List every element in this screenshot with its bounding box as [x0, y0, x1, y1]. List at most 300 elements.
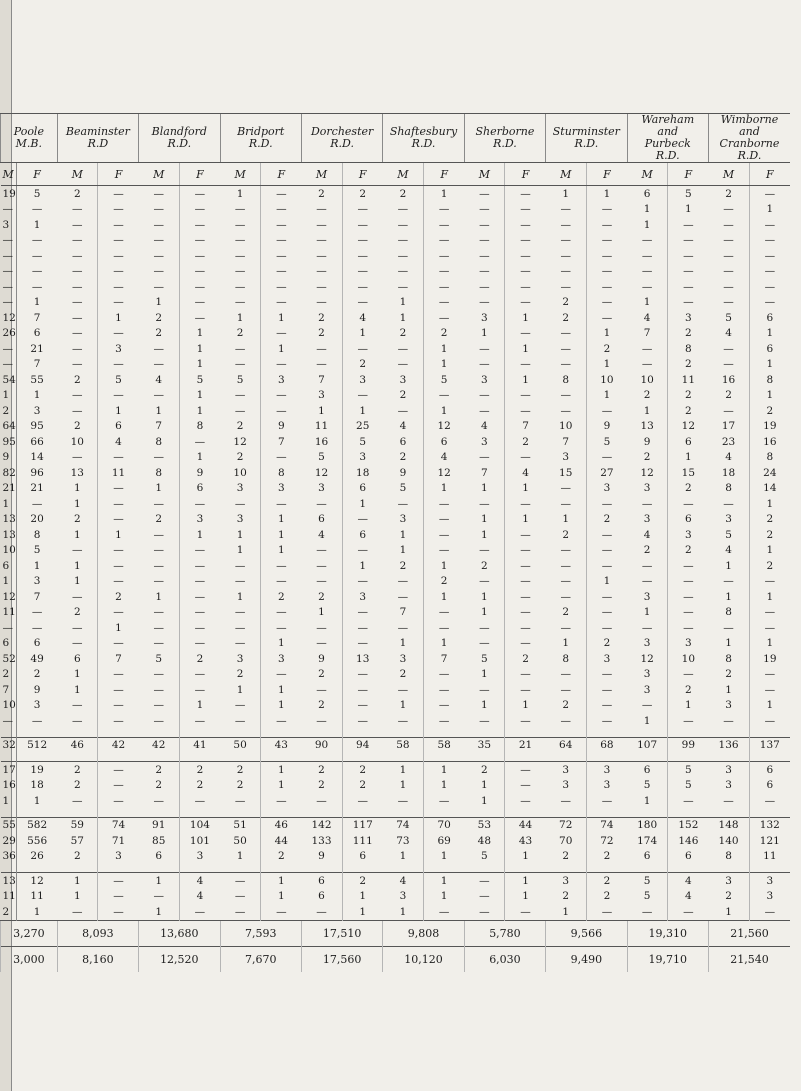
- sex-label: F: [98, 163, 139, 186]
- data-cell: 2: [342, 357, 383, 373]
- row-key-cell: —: [1, 620, 17, 636]
- data-cell: 8: [155, 466, 163, 479]
- data-cell: —: [98, 558, 139, 574]
- data-cell: —: [479, 404, 490, 417]
- data-cell: 1: [261, 762, 302, 778]
- data-cell: —: [261, 605, 302, 621]
- data-cell: —: [98, 279, 139, 295]
- data-cell: 2: [668, 388, 709, 404]
- data-cell: —: [316, 358, 327, 371]
- data-cell: —: [586, 620, 627, 636]
- data-cell: —: [261, 793, 302, 809]
- data-cell: 10: [668, 651, 709, 667]
- data-cell: 1: [73, 890, 81, 903]
- data-cell: —: [505, 248, 546, 264]
- data-cell: 8: [749, 372, 790, 388]
- data-cell: —: [424, 605, 465, 621]
- data-cell: 1: [179, 357, 220, 373]
- data-cell: —: [505, 713, 546, 729]
- data-cell: 4: [643, 311, 651, 324]
- data-cell: 3: [586, 762, 627, 778]
- data-cell: 1: [562, 637, 570, 650]
- data-cell: —: [179, 682, 220, 698]
- data-cell: 4: [643, 528, 651, 541]
- data-cell: —: [261, 667, 302, 683]
- data-cell: —: [479, 234, 490, 247]
- population-cell: 6,030: [464, 946, 545, 972]
- data-cell: —: [749, 186, 790, 202]
- sex-label: F: [179, 163, 220, 186]
- data-cell: 8: [725, 482, 732, 495]
- data-cell: 1: [17, 217, 58, 233]
- row-key-cell: —: [1, 713, 17, 729]
- data-cell: 1: [383, 762, 424, 778]
- data-cell: 1: [73, 575, 81, 588]
- data-cell: 2: [318, 327, 325, 340]
- data-cell: —: [586, 496, 627, 512]
- data-cell: —: [479, 497, 490, 510]
- sex-label: F: [342, 163, 383, 186]
- data-cell: 53: [464, 817, 505, 833]
- data-cell: 1: [236, 850, 244, 863]
- gap-cell: [505, 729, 546, 738]
- gap-cell: [749, 809, 790, 818]
- data-cell: 2: [668, 481, 709, 497]
- data-cell: 1: [424, 403, 465, 419]
- data-cell: 14: [749, 481, 790, 497]
- data-cell: 48: [477, 834, 492, 847]
- data-cell: —: [72, 621, 83, 634]
- table-row: [1, 512, 791, 528]
- data-cell: 2: [586, 636, 627, 652]
- data-cell: 5: [179, 372, 220, 388]
- data-cell: —: [668, 620, 709, 636]
- data-cell: 7: [17, 310, 58, 326]
- sex-label: F: [505, 163, 546, 186]
- data-cell: 2: [480, 559, 488, 572]
- data-cell: —: [505, 217, 546, 233]
- table-row: [1, 817, 791, 833]
- gap-cell: [586, 864, 627, 873]
- population-cell: 3,270: [1, 920, 58, 946]
- data-cell: —: [505, 403, 546, 419]
- data-cell: 2: [98, 589, 139, 605]
- data-cell: —: [98, 574, 139, 590]
- data-cell: 1: [342, 889, 383, 905]
- gap-cell: [668, 753, 709, 762]
- data-cell: 1: [562, 513, 570, 526]
- data-cell: —: [153, 218, 164, 231]
- data-cell: 2: [399, 668, 407, 681]
- row-key-cell: —: [1, 341, 17, 357]
- data-cell: 2: [424, 326, 465, 342]
- data-cell: —: [479, 265, 490, 278]
- data-cell: 5: [725, 311, 732, 324]
- data-cell: 3: [562, 779, 570, 792]
- data-cell: 1: [98, 403, 139, 419]
- gap-cell: [586, 809, 627, 818]
- data-cell: —: [179, 713, 220, 729]
- data-cell: 2: [643, 544, 651, 557]
- data-cell: 1: [749, 636, 790, 652]
- data-cell: 3: [480, 311, 488, 324]
- data-cell: —: [479, 544, 490, 557]
- data-cell: 2: [318, 668, 325, 681]
- data-cell: —: [586, 682, 627, 698]
- data-cell: —: [179, 186, 220, 202]
- data-cell: 1: [643, 404, 651, 417]
- district-header: Bridport R.D.: [220, 114, 301, 163]
- data-cell: —: [179, 589, 220, 605]
- data-cell: 1: [236, 311, 244, 324]
- data-cell: 2: [342, 762, 383, 778]
- data-cell: 2: [399, 187, 407, 200]
- data-cell: —: [72, 342, 83, 355]
- data-cell: 2: [179, 778, 220, 794]
- data-cell: 8: [668, 341, 709, 357]
- data-cell: 3: [643, 668, 651, 681]
- data-cell: 1: [261, 682, 302, 698]
- data-cell: —: [560, 714, 571, 727]
- data-cell: —: [749, 682, 790, 698]
- data-cell: 6: [668, 512, 709, 528]
- data-cell: —: [98, 295, 139, 311]
- data-cell: 1: [57, 873, 98, 889]
- data-cell: —: [586, 202, 627, 218]
- data-cell: 6: [424, 434, 465, 450]
- table-row: [1, 357, 791, 373]
- data-cell: 1: [399, 637, 407, 650]
- data-cell: 13: [342, 651, 383, 667]
- data-cell: 2: [236, 420, 244, 433]
- data-cell: 6: [342, 481, 383, 497]
- data-cell: —: [316, 249, 327, 262]
- data-cell: —: [153, 637, 164, 650]
- data-cell: 1: [749, 698, 790, 714]
- data-cell: —: [342, 682, 383, 698]
- data-cell: —: [723, 203, 734, 216]
- gap-cell: [57, 809, 98, 818]
- population-cell: 21,540: [708, 946, 790, 972]
- data-cell: —: [72, 714, 83, 727]
- data-cell: —: [723, 575, 734, 588]
- gap-cell: [749, 753, 790, 762]
- data-cell: —: [234, 280, 246, 293]
- population-cell: 7,670: [220, 946, 301, 972]
- data-cell: 1: [480, 794, 488, 807]
- data-cell: —: [316, 203, 327, 216]
- data-cell: —: [424, 217, 465, 233]
- data-cell: 3: [668, 310, 709, 326]
- data-cell: —: [505, 264, 546, 280]
- data-cell: —: [424, 543, 465, 559]
- data-cell: 5: [627, 873, 668, 889]
- data-cell: —: [342, 605, 383, 621]
- data-cell: 3: [708, 762, 749, 778]
- data-cell: —: [586, 904, 627, 920]
- data-cell: 6: [155, 850, 163, 863]
- gap-cell: [179, 864, 220, 873]
- data-cell: —: [98, 202, 139, 218]
- data-cell: 8: [562, 652, 570, 665]
- data-cell: 1: [399, 311, 407, 324]
- gap-cell: [546, 809, 587, 818]
- data-cell: 2: [586, 512, 627, 528]
- data-cell: —: [316, 296, 327, 309]
- data-cell: —: [98, 904, 139, 920]
- data-cell: —: [749, 248, 790, 264]
- data-cell: 1: [261, 310, 302, 326]
- data-cell: 6: [749, 778, 790, 794]
- gap-cell: [57, 864, 98, 873]
- sex-label: M: [464, 163, 505, 186]
- data-cell: 3: [586, 778, 627, 794]
- data-cell: 27: [586, 465, 627, 481]
- data-cell: —: [560, 280, 571, 293]
- data-cell: 72: [546, 817, 587, 833]
- data-cell: 1: [749, 388, 790, 404]
- table-row: [1, 620, 791, 636]
- data-cell: —: [72, 544, 83, 557]
- data-cell: —: [261, 574, 302, 590]
- data-cell: —: [342, 793, 383, 809]
- data-cell: —: [479, 342, 490, 355]
- data-cell: 1: [342, 403, 383, 419]
- data-cell: 59: [57, 817, 98, 833]
- data-cell: —: [586, 264, 627, 280]
- data-cell: —: [668, 713, 709, 729]
- data-cell: 3: [17, 698, 58, 714]
- gap-cell: [139, 753, 180, 762]
- data-cell: —: [397, 590, 409, 603]
- data-cell: 1: [261, 527, 302, 543]
- data-cell: 11: [668, 372, 709, 388]
- data-cell: 8: [17, 527, 58, 543]
- data-cell: —: [479, 249, 490, 262]
- data-cell: —: [261, 248, 302, 264]
- row-key-cell: 1: [1, 496, 17, 512]
- data-cell: 1: [73, 559, 81, 572]
- district-header: Poole M.B.: [1, 114, 58, 163]
- row-key-cell: 36: [2, 850, 16, 863]
- data-cell: 3: [725, 699, 732, 712]
- gap-cell: [383, 864, 424, 873]
- data-cell: —: [749, 605, 790, 621]
- data-cell: 50: [220, 737, 261, 753]
- table-row: [1, 372, 791, 388]
- data-cell: —: [560, 683, 571, 696]
- data-cell: 3: [261, 651, 302, 667]
- district-header: Sturminster R.D.: [546, 114, 627, 163]
- data-cell: 6: [399, 435, 407, 448]
- row-key-cell: 6: [1, 558, 17, 574]
- data-cell: 2: [73, 513, 81, 526]
- data-cell: 1: [73, 683, 81, 696]
- data-cell: —: [234, 404, 246, 417]
- gap-cell: [627, 753, 668, 762]
- data-cell: —: [505, 543, 546, 559]
- data-cell: 2: [57, 762, 98, 778]
- data-cell: —: [749, 713, 790, 729]
- data-cell: 2: [725, 890, 732, 903]
- data-cell: —: [98, 873, 139, 889]
- data-cell: 1: [399, 528, 407, 541]
- population-cell: 19,310: [627, 920, 708, 946]
- data-cell: —: [234, 575, 246, 588]
- data-cell: 6: [318, 513, 325, 526]
- data-cell: —: [179, 574, 220, 590]
- data-cell: —: [505, 620, 546, 636]
- data-cell: —: [723, 404, 734, 417]
- data-cell: 1: [643, 794, 651, 807]
- data-cell: —: [586, 233, 627, 249]
- data-cell: —: [98, 217, 139, 233]
- data-cell: 10: [640, 373, 654, 386]
- data-cell: 1: [424, 762, 465, 778]
- data-cell: 5: [342, 434, 383, 450]
- data-cell: 2: [179, 762, 220, 778]
- data-cell: —: [261, 450, 302, 466]
- data-cell: 5: [480, 652, 488, 665]
- data-cell: 2: [749, 527, 790, 543]
- data-cell: —: [316, 544, 327, 557]
- data-cell: —: [72, 389, 83, 402]
- data-cell: —: [261, 620, 302, 636]
- table-row: [1, 310, 791, 326]
- gap-cell: [668, 729, 709, 738]
- data-cell: 2: [725, 668, 732, 681]
- data-cell: 1: [424, 589, 465, 605]
- data-cell: 6: [301, 873, 342, 889]
- gap-cell: [546, 753, 587, 762]
- population-cell: 7,593: [220, 920, 301, 946]
- data-cell: 1: [17, 295, 58, 311]
- data-cell: —: [234, 358, 246, 371]
- data-cell: —: [723, 497, 734, 510]
- data-cell: —: [342, 698, 383, 714]
- data-cell: 2: [342, 778, 383, 794]
- data-cell: 10: [70, 435, 84, 448]
- data-cell: —: [342, 202, 383, 218]
- data-cell: —: [98, 682, 139, 698]
- row-key-cell: 11: [2, 606, 16, 619]
- data-cell: —: [179, 295, 220, 311]
- table-row: [1, 698, 791, 714]
- row-key-cell: 13: [1, 873, 17, 889]
- data-cell: 16: [314, 435, 329, 448]
- data-cell: 50: [233, 834, 247, 847]
- data-cell: —: [261, 326, 302, 342]
- gap-cell: [139, 864, 180, 873]
- data-cell: 3: [236, 652, 244, 665]
- data-cell: 3: [399, 513, 407, 526]
- data-cell: 1: [480, 779, 488, 792]
- gap-cell: [17, 729, 58, 738]
- data-cell: —: [234, 794, 246, 807]
- district-header: Beaminster R.D: [57, 114, 138, 163]
- data-cell: 5: [668, 778, 709, 794]
- gap-cell: [220, 809, 261, 818]
- data-cell: 1: [424, 889, 465, 905]
- data-cell: —: [17, 248, 58, 264]
- data-cell: —: [586, 295, 627, 311]
- data-cell: 1: [480, 513, 488, 526]
- sex-label: M: [301, 163, 342, 186]
- row-key-cell: 3: [1, 217, 17, 233]
- data-cell: 152: [668, 817, 709, 833]
- data-cell: —: [749, 233, 790, 249]
- data-cell: 2: [562, 606, 570, 619]
- data-cell: 1: [505, 512, 546, 528]
- table-row: [1, 833, 791, 849]
- data-cell: 2: [562, 296, 570, 309]
- data-cell: 3: [546, 762, 587, 778]
- data-cell: —: [397, 404, 409, 417]
- data-cell: 6: [179, 481, 220, 497]
- data-cell: —: [234, 265, 246, 278]
- data-cell: 19: [749, 419, 790, 435]
- data-cell: 3: [179, 849, 220, 865]
- data-cell: —: [98, 512, 139, 528]
- data-cell: 2: [643, 451, 651, 464]
- data-cell: 1: [643, 296, 651, 309]
- data-cell: —: [586, 793, 627, 809]
- data-cell: 3: [586, 651, 627, 667]
- data-cell: —: [261, 496, 302, 512]
- sex-label: M: [139, 163, 180, 186]
- sex-label: F: [261, 163, 302, 186]
- data-cell: 58: [424, 737, 465, 753]
- data-cell: —: [261, 279, 302, 295]
- data-cell: 2: [562, 890, 570, 903]
- data-cell: —: [560, 327, 571, 340]
- data-cell: —: [505, 496, 546, 512]
- row-key-cell: 10: [2, 544, 16, 557]
- data-cell: —: [505, 388, 546, 404]
- data-cell: —: [505, 793, 546, 809]
- data-cell: 16: [721, 373, 736, 386]
- data-cell: —: [316, 342, 327, 355]
- data-cell: —: [505, 233, 546, 249]
- data-cell: 7: [318, 373, 325, 386]
- row-key-cell: 13: [2, 513, 16, 526]
- data-cell: —: [505, 295, 546, 311]
- data-cell: 1: [424, 778, 465, 794]
- data-cell: 1: [749, 589, 790, 605]
- data-cell: 19: [17, 762, 58, 778]
- data-cell: 2: [155, 779, 163, 792]
- data-cell: —: [234, 203, 246, 216]
- data-cell: —: [316, 575, 327, 588]
- data-cell: —: [505, 186, 546, 202]
- data-cell: 1: [73, 497, 81, 510]
- data-cell: 3: [236, 482, 244, 495]
- data-cell: 2: [318, 311, 325, 324]
- data-cell: 2: [399, 559, 407, 572]
- population-cell: 8,093: [57, 920, 138, 946]
- data-cell: —: [316, 637, 327, 650]
- data-cell: 11: [749, 849, 790, 865]
- data-cell: —: [342, 248, 383, 264]
- data-cell: 2: [236, 779, 244, 792]
- data-cell: 10: [559, 420, 573, 433]
- data-cell: 1: [155, 590, 163, 603]
- data-cell: —: [586, 605, 627, 621]
- data-cell: 1: [17, 793, 58, 809]
- sex-label: M: [708, 163, 749, 186]
- data-cell: —: [641, 905, 653, 918]
- row-key-cell: 52: [2, 652, 16, 665]
